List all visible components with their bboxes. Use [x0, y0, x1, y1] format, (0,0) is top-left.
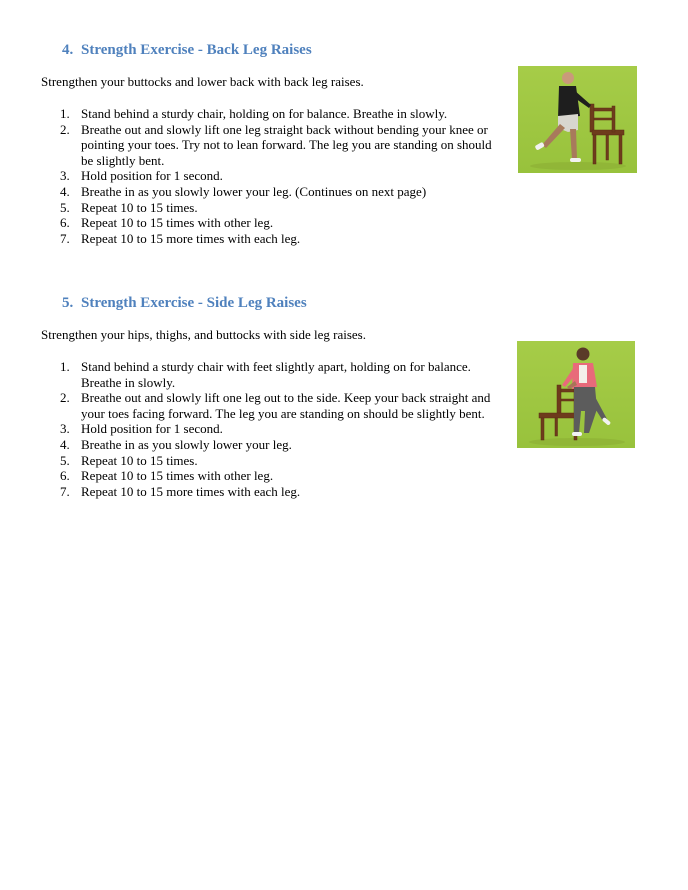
section-heading	[62, 294, 307, 312]
list-item	[0, 215, 505, 231]
section-intro: Strengthen your hips, thighs, and buttocks with side leg raises.	[41, 327, 366, 342]
man-with-chair-illustration	[518, 66, 637, 173]
exercise-photo-side-leg-raise	[517, 341, 635, 448]
section-title: Strength Exercise - Back Leg Raises	[81, 42, 312, 58]
step-text: Stand behind a sturdy chair with feet slightly apart, holding on for balance. Breathe in slowly.	[81, 359, 471, 390]
list-item	[0, 437, 496, 453]
list-item	[0, 122, 505, 169]
step-number: 1.	[60, 359, 70, 374]
step-number: 2.	[60, 390, 70, 406]
list-item	[0, 184, 505, 200]
steps-list	[0, 106, 505, 246]
step-number: 7.	[60, 483, 70, 499]
section-title: Strength Exercise - Side Leg Raises	[81, 295, 307, 311]
step-text: Repeat 10 to 15 times with other leg.	[81, 215, 274, 231]
list-item	[0, 106, 505, 122]
step-text: Breathe out and slowly lift one leg straight back without bending your knee or pointing your toes. Try not to lean forward. The leg you are standing on should be slightly bent.	[81, 121, 492, 168]
step-number: 6.	[60, 215, 70, 231]
step-number: 5.	[60, 452, 70, 468]
step-text: Hold position for 1 second.	[81, 168, 223, 184]
list-item	[0, 468, 496, 484]
step-text: Repeat 10 to 15 more times with each leg.	[81, 483, 301, 499]
list-item	[0, 231, 505, 247]
step-text: Stand behind a sturdy chair, holding on for balance. Breathe in slowly.	[81, 106, 448, 121]
list-item	[0, 421, 496, 437]
exercise-photo-back-leg-raise	[518, 66, 637, 173]
section-heading	[62, 41, 312, 59]
step-number: 3.	[60, 421, 70, 437]
step-number: 5.	[60, 199, 70, 215]
step-number: 7.	[60, 230, 70, 246]
section-number: 4.	[62, 42, 74, 58]
list-item	[0, 168, 505, 184]
steps-list	[0, 359, 496, 499]
step-text: Breathe in as you slowly lower your leg.	[81, 436, 292, 452]
step-number: 3.	[60, 168, 70, 184]
list-item	[0, 484, 496, 500]
step-number: 4.	[60, 436, 70, 452]
list-item	[0, 359, 496, 390]
step-number: 4.	[60, 183, 70, 199]
woman-with-chair-illustration	[517, 341, 635, 448]
list-item	[0, 200, 505, 216]
section-intro: Strengthen your buttocks and lower back with back leg raises.	[41, 74, 364, 89]
step-text: Breathe out and slowly lift one leg out to the side. Keep your back straight and your toes facing forward. The leg you are standing on should be slightly bent.	[81, 390, 491, 421]
step-text: Repeat 10 to 15 times.	[81, 452, 198, 468]
step-number: 2.	[60, 121, 70, 137]
step-text: Repeat 10 to 15 more times with each leg.	[81, 230, 301, 246]
step-number: 6.	[60, 468, 70, 484]
section-number: 5.	[62, 295, 74, 311]
step-text: Breathe in as you slowly lower your leg. (Continues on next page)	[81, 183, 427, 199]
list-item	[0, 390, 496, 421]
step-text: Hold position for 1 second.	[81, 421, 223, 437]
step-text: Repeat 10 to 15 times.	[81, 199, 198, 215]
step-number: 1.	[60, 106, 70, 121]
list-item	[0, 453, 496, 469]
step-text: Repeat 10 to 15 times with other leg.	[81, 468, 274, 484]
